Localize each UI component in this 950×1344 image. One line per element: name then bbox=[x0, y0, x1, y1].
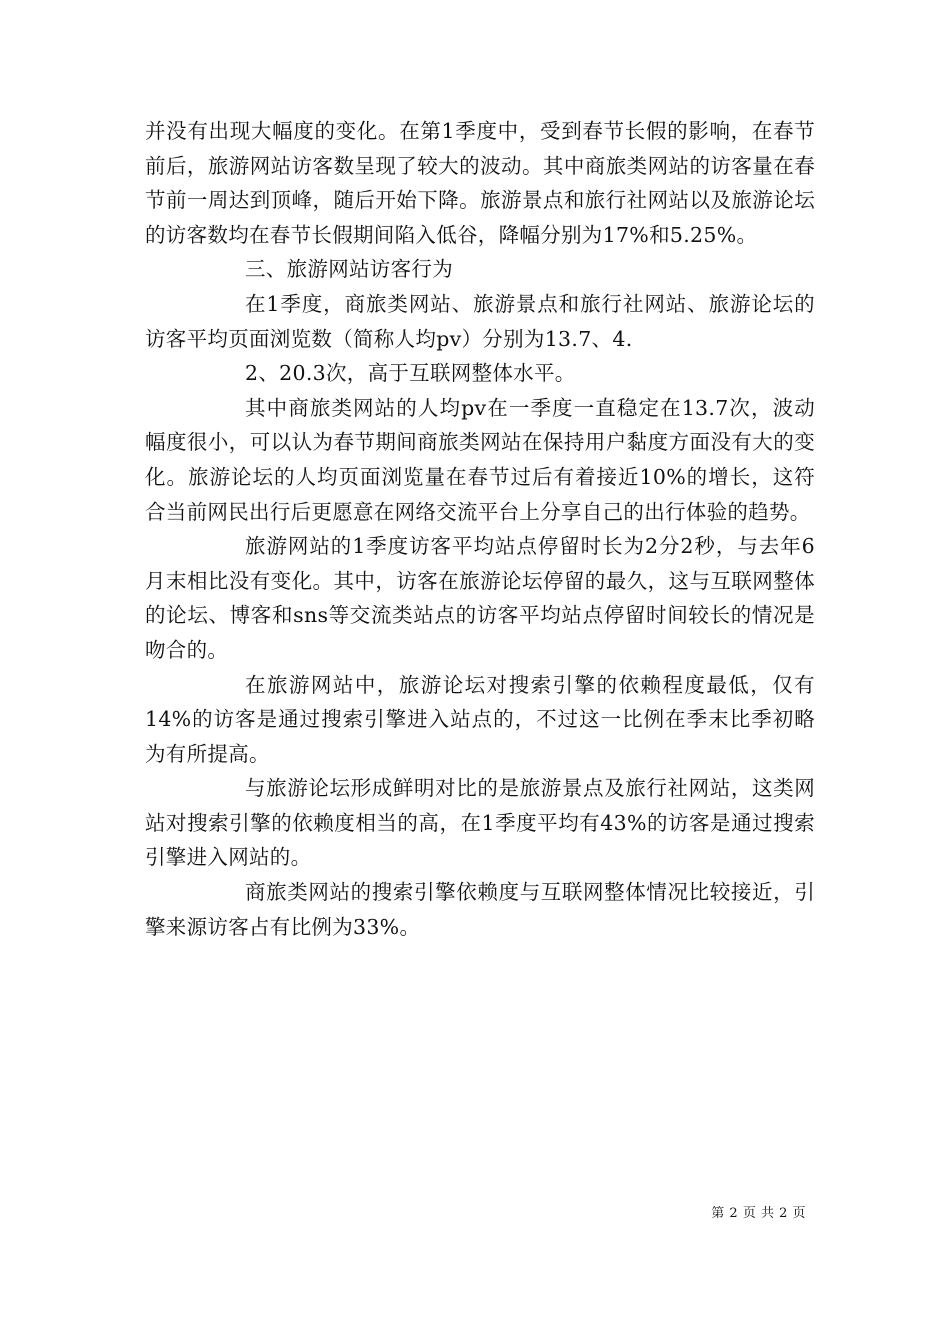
paragraph: 在旅游网站中，旅游论坛对搜索引擎的依赖程度最低，仅有14%的访客是通过搜索引擎进入站点的，不过这一比例在季末比季初略为有所提高。 bbox=[145, 672, 815, 766]
paragraph: 与旅游论坛形成鲜明对比的是旅游景点及旅行社网站，这类网站对搜索引擎的依赖度相当的高，在1季度平均有43%的访客是通过搜索引擎进入网站的。 bbox=[145, 776, 815, 870]
paragraph: 其中商旅类网站的人均pv在一季度一直稳定在13.7次，波动幅度很小，可以认为春节期间商旅类网站在保持用户黏度方面没有大的变化。旅游论坛的人均页面浏览量在春节过后有着接近10%的增长，这符合当前网民出行后更愿意在网络交流平台上分享自己的出行体验的趋势。 bbox=[145, 395, 815, 524]
paragraph: 在1季度，商旅类网站、旅游景点和旅行社网站、旅游论坛的访客平均页面浏览数（简称人均pv）分别为13.7、4. bbox=[145, 291, 815, 351]
page-number-footer: 第 2 页 共 2 页 bbox=[711, 1206, 806, 1221]
paragraph: 旅游网站的1季度访客平均站点停留时长为2分2秒，与去年6月末相比没有变化。其中，访客在旅游论坛停留的最久，这与互联网整体的论坛、博客和sns等交流类站点的访客平均站点停留时间较长的情况是吻合的。 bbox=[145, 534, 815, 662]
paragraph: 2、20.3次，高于互联网整体水平。 bbox=[245, 361, 576, 386]
section-heading: 三、旅游网站访客行为 bbox=[245, 257, 453, 282]
body-text bbox=[145, 114, 815, 944]
paragraph: 商旅类网站的搜索引擎依赖度与互联网整体情况比较接近，引擎来源访客占有比例为33%。 bbox=[145, 880, 815, 939]
paragraph-continuation: 并没有出现大幅度的变化。在第1季度中，受到春节长假的影响，在春节前后，旅游网站访客数呈现了较大的波动。其中商旅类网站的访客量在春节前一周达到顶峰，随后开始下降。旅游景点和旅行社网站以及旅游论坛的访客数均在春节长假期间陷入低谷，降幅分别为17%和5.25%。 bbox=[145, 119, 815, 247]
